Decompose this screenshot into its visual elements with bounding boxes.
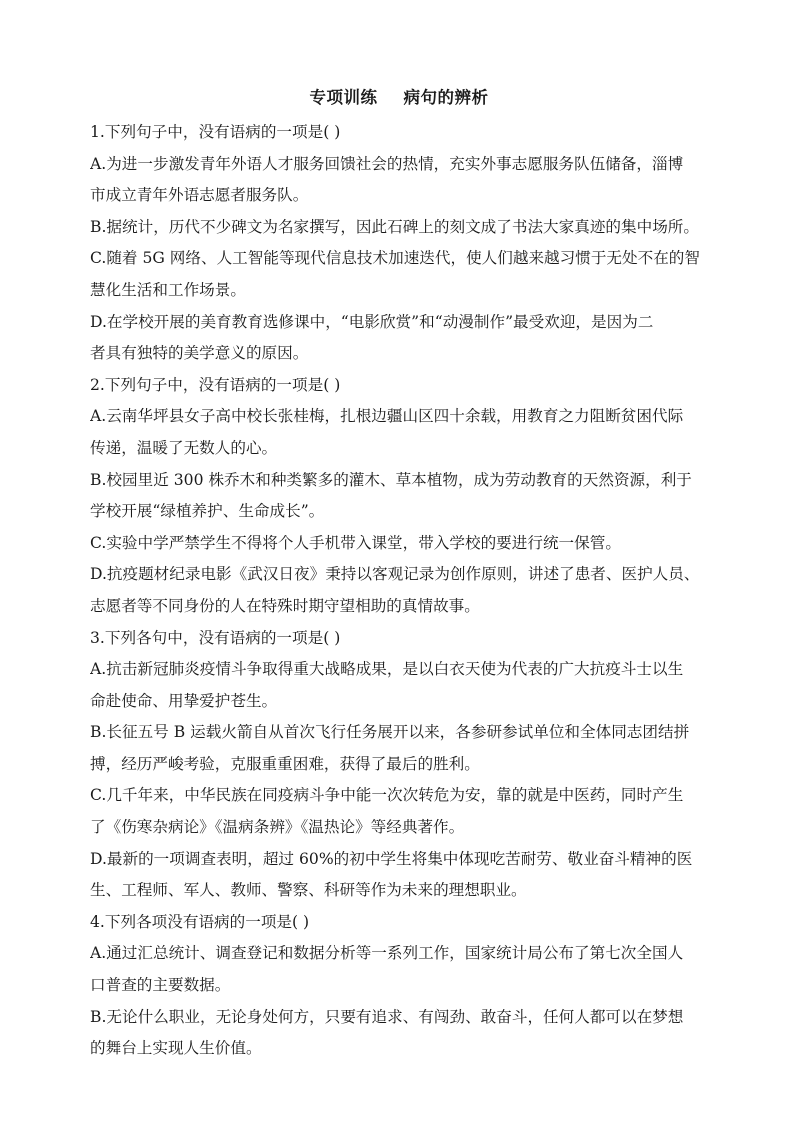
text-line: 口普查的主要数据。 — [90, 976, 231, 995]
text-line: A.为进一步激发青年外语人才服务回馈社会的热情，充实外事志愿服务队伍储备，淄博 — [90, 154, 684, 173]
text-line: 4.下列各项没有语病的一项是( ) — [90, 912, 310, 931]
text-line: 传递，温暖了无数人的心。 — [90, 438, 278, 457]
text-line: 生、工程师、军人、教师、警察、科研等作为未来的理想职业。 — [90, 881, 527, 900]
text-line: 慧化生活和工作场景。 — [90, 280, 246, 299]
text-line: B.长征五号 B 运载火箭自从首次飞行任务展开以来，各参研参试单位和全体同志团结拼 — [90, 723, 690, 742]
text-line: D.抗疫题材纪录电影《武汉日夜》秉持以客观记录为创作原则，讲述了患者、医护人员、 — [90, 565, 700, 584]
text-line: 1.下列句子中，没有语病的一项是( ) — [90, 123, 341, 141]
text-line: B.校园里近 300 株乔木和种类繁多的灌木、草本植物，成为劳动教育的天然资源，利于 — [90, 470, 692, 489]
text-line: C.随着 5G 网络、人工智能等现代信息技术加速迭代，使人们越来越习惯于无处不在的智 — [90, 249, 700, 268]
text-line: A.云南华坪县女子高中校长张桂梅，扎根边疆山区四十余载，用教育之力阻断贫困代际 — [90, 407, 684, 426]
text-line: 市成立青年外语志愿者服务队。 — [90, 186, 309, 205]
text-line: 的舞台上实现人生价值。 — [90, 1039, 262, 1058]
text-line: B.无论什么职业，无论身处何方，只要有追求、有闯劲、敢奋斗，任何人都可以在梦想 — [90, 1007, 684, 1026]
text-line: 3.下列各句中，没有语病的一项是( ) — [90, 628, 341, 647]
text-line: D.在学校开展的美育教育选修课中，“电影欣赏”和“动漫制作”最受欢迎，是因为二 — [90, 312, 654, 331]
text-line: 学校开展“绿植养护、生命成长”。 — [90, 502, 325, 521]
title-part-2: 病句的辨析 — [403, 88, 489, 107]
text-line: A.通过汇总统计、调查登记和数据分析等一系列工作，国家统计局公布了第七次全国人 — [90, 944, 684, 963]
text-line: A.抗击新冠肺炎疫情斗争取得重大战略成果，是以白衣天使为代表的广大抗疫斗士以生 — [90, 660, 684, 679]
text-line: 志愿者等不同身份的人在特殊时期守望相助的真情故事。 — [90, 596, 480, 615]
page-title — [90, 84, 708, 112]
text-line: 了《伤寒杂病论》《温病条辨》《温热论》等经典著作。 — [90, 818, 465, 837]
text-line: 搏，经历严峻考验，克服重重困难，获得了最后的胜利。 — [90, 754, 480, 773]
text-line: 命赴使命、用挚爱护苍生。 — [90, 691, 278, 710]
title-part-1: 专项训练 — [309, 88, 378, 107]
text-line: B.据统计，历代不少碑文为名家撰写，因此石碑上的刻文成了书法大家真迹的集中场所。 — [90, 217, 699, 236]
document-content — [90, 84, 708, 1065]
question-lines — [90, 117, 708, 1065]
text-line: 2.下列句子中，没有语病的一项是( ) — [90, 375, 341, 394]
text-line: 者具有独特的美学意义的原因。 — [90, 344, 309, 363]
text-line: C.实验中学严禁学生不得将个人手机带入课堂，带入学校的要进行统一保管。 — [90, 533, 621, 552]
text-line: C.几千年来，中华民族在同疫病斗争中能一次次转危为安，靠的就是中医药，同时产生 — [90, 786, 684, 805]
text-line: D.最新的一项调查表明，超过 60%的初中学生将集中体现吃苦耐劳、敬业奋斗精神的医 — [90, 849, 693, 868]
